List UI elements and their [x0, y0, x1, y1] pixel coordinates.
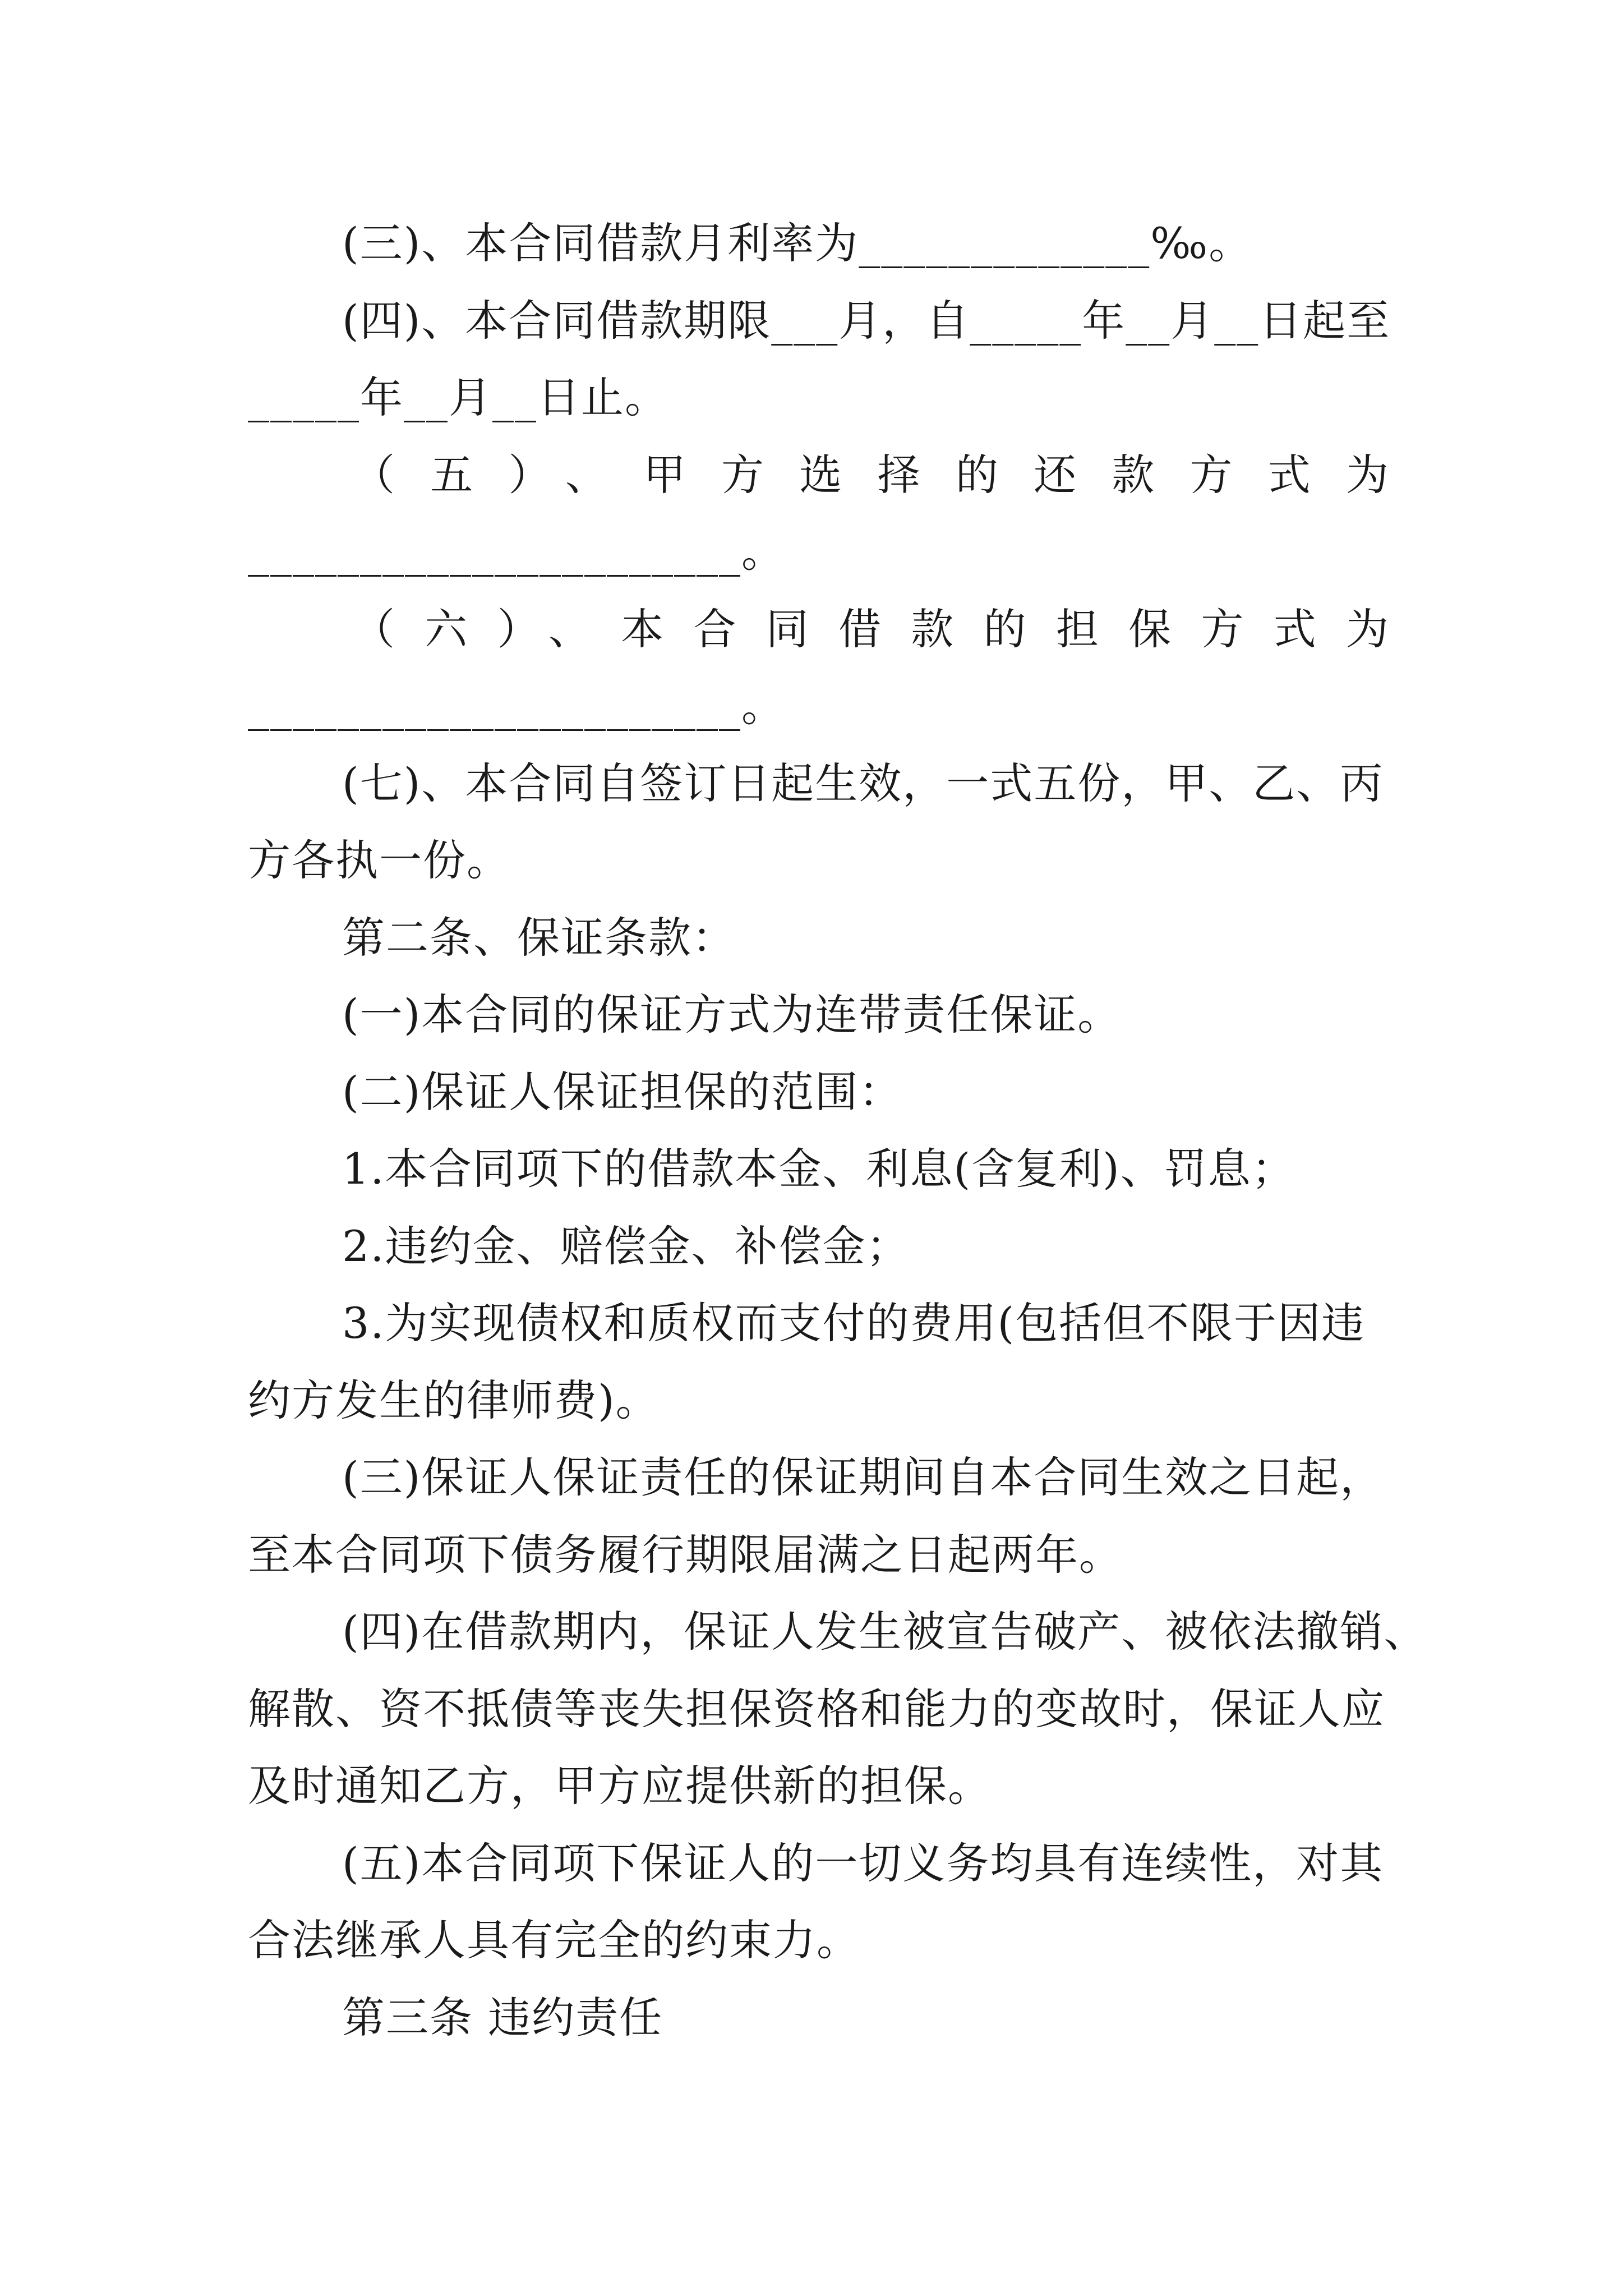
clause-loan-term: (四)、本合同借款期限___月，自_____年__月__日起至 [342, 295, 1391, 346]
clause-monthly-interest-rate: (三)、本合同借款月利率为_____________‰。 [342, 218, 1253, 268]
clause-repayment-method: （五）、甲方选择的还款方式为 [352, 449, 1389, 500]
repayment-method-blank: ______________________。 [248, 527, 785, 577]
scope-item-1: 1.本合同项下的借款本金、利息(含复利)、罚息； [342, 1144, 1295, 1194]
clause-effective-date-cont: 方各执一份。 [248, 835, 510, 885]
guarantee-method-blank: ______________________。 [248, 681, 785, 731]
article-2-item-4-cont-1: 解散、资不抵债等丧失担保资格和能力的变故时，保证人应 [248, 1683, 1385, 1734]
scope-item-3-cont: 约方发生的律师费)。 [248, 1375, 660, 1425]
article-2-item-3: (三)保证人保证责任的保证期间自本合同生效之日起， [342, 1452, 1384, 1502]
article-2-item-4: (四)在借款期内，保证人发生被宣告破产、被依法撤销、 [342, 1607, 1428, 1657]
article-2-item-5-cont: 合法继承人具有完全的约束力。 [248, 1915, 860, 1965]
article-2-item-4-cont-2: 及时通知乙方，甲方应提供新的担保。 [248, 1761, 992, 1811]
scope-item-3: 3.为实现债权和质权而支付的费用(包括但不限于因违 [342, 1298, 1366, 1348]
document-page [0, 205, 1623, 2056]
clause-guarantee-method: （六）、本合同借款的担保方式为 [352, 604, 1389, 654]
article-2-item-2: (二)保证人保证担保的范围： [342, 1066, 903, 1117]
clause-loan-term-end: _____年__月__日止。 [248, 372, 668, 422]
article-2-item-1: (一)本合同的保证方式为连带责任保证。 [342, 990, 1122, 1039]
scope-item-2: 2.违约金、赔偿金、补偿金； [342, 1221, 910, 1271]
clause-effective-date: (七)、本合同自签订日起生效，一式五份，甲、乙、丙 [342, 758, 1384, 808]
article-2-item-3-cont: 至本合同项下债务履行期限届满之日起两年。 [248, 1529, 1123, 1580]
article-3-heading: 第三条 违约责任 [342, 1992, 663, 2042]
article-2-item-5: (五)本合同项下保证人的一切义务均具有连续性，对其 [342, 1838, 1384, 1888]
article-2-heading: 第二条、保证条款： [342, 912, 736, 963]
